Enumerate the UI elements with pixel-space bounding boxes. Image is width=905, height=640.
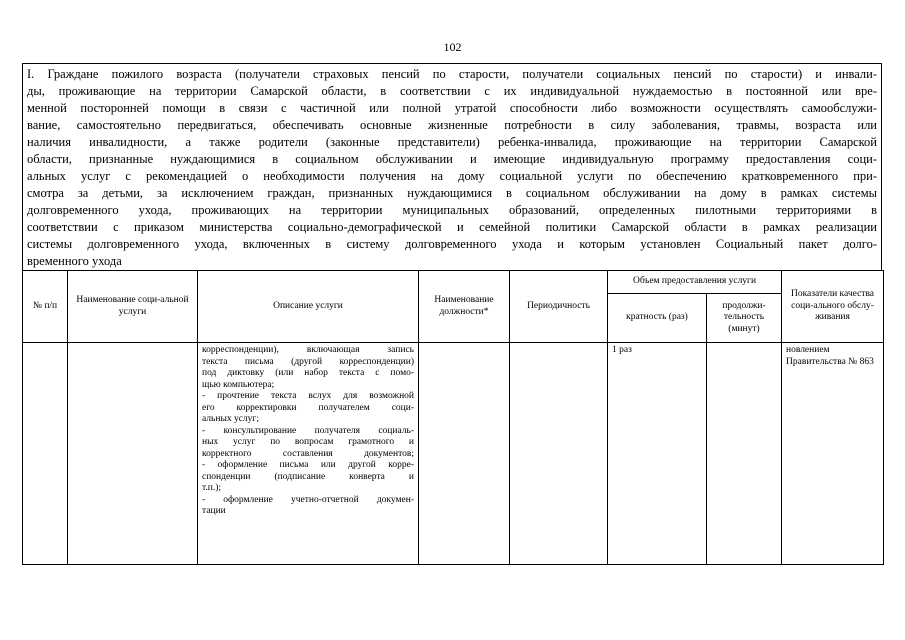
cell-position	[419, 343, 510, 565]
section-header-text	[23, 64, 881, 272]
header-num: № п/п	[23, 271, 68, 343]
header-frequency: кратность (раз)	[608, 294, 707, 343]
section-line: системы долговременного ухода, включенных в систему долговременного ухода и которым установлен Социальный пакет долго-	[27, 237, 877, 251]
description-line: под диктовку (или набор текста с помо-	[202, 368, 414, 378]
header-volume: Объем предоставления услуги	[608, 271, 782, 294]
description-line: - прочтение текста вслух для возможной	[202, 391, 414, 401]
cell-num	[23, 343, 68, 565]
cell-frequency: 1 раз	[608, 343, 707, 565]
section-line: ды, проживающие на территории Самарской области, в соответствии с их индивидуальной нуждаемостью в постоянной или вре-	[27, 84, 877, 98]
quality-text: новлением Правительства № 863	[786, 345, 874, 367]
table-row	[23, 343, 884, 565]
description-line: щью компьютера;	[202, 379, 275, 390]
section-line: смотра за детьми, за исключением граждан, признанных нуждающимися в социальном обслуживании на дому в рамках системы	[27, 186, 877, 200]
description-line: - оформление учетно-отчетной докумен-	[202, 494, 414, 505]
section-line: вание, самостоятельно передвигаться, обеспечивать основные жизненные потребности в силу заболевания, травмы, возраста или	[27, 118, 877, 132]
cell-duration	[707, 343, 782, 565]
section-line: менной посторонней помощи в связи с частичной или полной утратой способности либо возможности осуществлять самообслужи-	[27, 101, 877, 115]
description-line: текста письма (другой корреспонденции)	[202, 356, 414, 367]
section-line: области, признанные нуждающимися в социальном обслуживании и имеющие индивидуальную программу предоставления соци-	[27, 152, 877, 166]
description-line: спонденции (подписание конверта и	[202, 471, 414, 482]
section-header	[22, 63, 882, 270]
description-line: т.п.);	[202, 483, 222, 493]
page-number: 102	[443, 40, 462, 54]
description-line: альных услуг;	[202, 414, 259, 424]
description-line: корреспонденции), включающая запись	[202, 345, 414, 355]
description-line: тации	[202, 506, 226, 516]
header-service-name: Наименование соци-альной услуги	[68, 271, 198, 343]
header-position: Наименование должности*	[419, 271, 510, 343]
cell-description	[198, 343, 419, 565]
header-quality: Показатели качества соци-ального обслу-живания	[782, 271, 884, 343]
header-duration: продолжи-тельность (минут)	[707, 294, 782, 343]
header-periodicity: Периодичность	[510, 271, 608, 343]
section-line: временного ухода	[27, 254, 122, 268]
services-table	[22, 270, 884, 565]
cell-service-name	[68, 343, 198, 565]
description-line: его корректировки получателем соци-	[202, 402, 414, 413]
description-line: ных услуг по вопросам грамотного и	[202, 437, 414, 447]
description-line: - оформление письма или другой корре-	[202, 460, 414, 470]
description-line: корректного составления документов;	[202, 448, 414, 459]
section-line: I. Граждане пожилого возраста (получатели страховых пенсий по старости, получатели социальных пенсий по старости) и инвали-	[27, 67, 877, 81]
header-description: Описание услуги	[198, 271, 419, 343]
cell-periodicity	[510, 343, 608, 565]
section-line: долговременного ухода, проживающих на территории муниципальных образований, определенных пилотными территориями в	[27, 203, 877, 217]
section-line: соответствии с приказом министерства социально-демографической и семейной политики Самарской области в рамках реализации	[27, 220, 877, 234]
section-line: альных услуг с рекомендацией о необходимости получения на дому социальной услуги по обеспечению кратковременного при-	[27, 169, 877, 183]
cell-quality	[782, 343, 884, 565]
section-line: наличия инвалидности, а также родители (законные представители) ребенка-инвалида, проживающие на территории Самарской	[27, 135, 877, 149]
description-line: - консультирование получателя социаль-	[202, 425, 414, 436]
